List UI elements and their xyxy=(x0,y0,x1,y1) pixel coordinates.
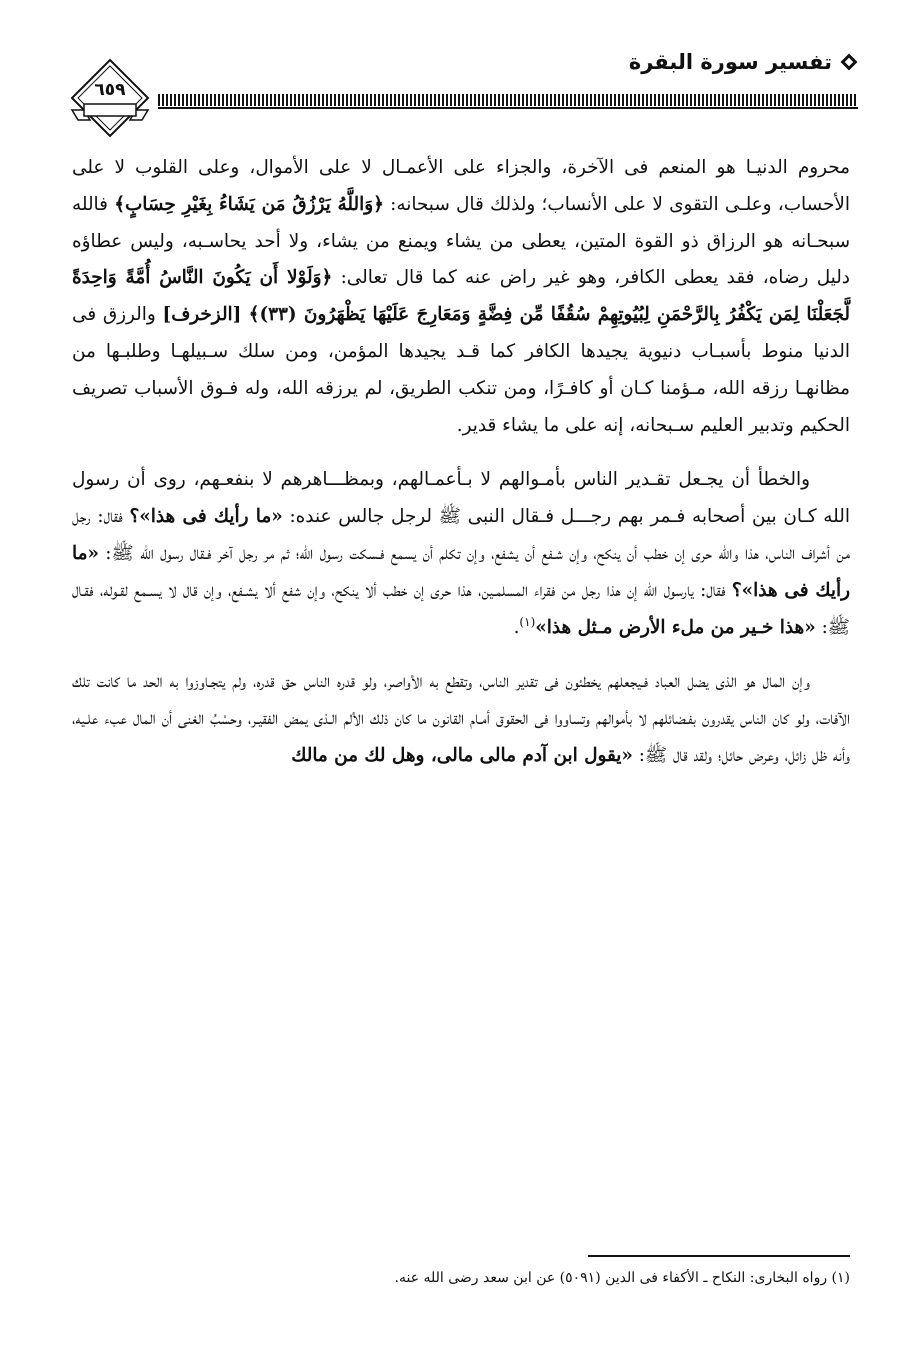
paragraph-2 xyxy=(72,462,850,646)
ornament-icon xyxy=(840,53,858,71)
hadith-quote-1: «ما رأيك فى هذا»؟ xyxy=(129,506,283,528)
page-header xyxy=(68,50,858,140)
chapter-title: تفسير سورة البقرة xyxy=(628,50,832,74)
p2-text-3: فقال: يارسول الله إن هذا رجل من فقراء المسلمـين، هذا حرى إن خطب ألا ينكح، وإن شفع ألا يشـفع، وإن قال لا يسـمع لقـوله، فقـال ﷺ: xyxy=(72,579,850,638)
p2-end: . xyxy=(513,616,520,638)
quran-verse-1: ﴿وَاللَّهُ يَرْزُقُ مَن يَشَاءُ بِغَيْرِ حِسَابٍ﴾ xyxy=(114,193,384,215)
p1-text-2: فالله سبحـانه هو الرزاق ذو القوة المتين، يعطى من يشاء ويمنع من يشاء، ولا أحد يحاسـبه، وليس عطاؤه دليل رضاه، فقد يعطى الكافر، وهو غير راض عنه كما قال تعالى: xyxy=(72,193,850,289)
main-text xyxy=(72,150,850,775)
p1-text-1: محروم الدنيـا هو المنعم فى الآخرة، والجزاء على الأعمـال لا على الأموال، وعلى القلوب لا على الأحساب، وعلـى التقوى لا على الأنساب؛ ولذلك قال سبحانه: xyxy=(72,157,851,215)
paragraph-1 xyxy=(72,150,850,444)
surah-reference: [الزخرف] xyxy=(162,304,249,326)
p1-text-3: والرزق فى الدنيا منوط بأسبـاب دنيوية يجيدها الكافر كما قـد يجيدها المؤمن، ومن سلك سـبيلهـا وطلبـها من مظانهـا رزقه الله، مـؤمنا كـان أو كافـرًا، ومن تنكب الطريق، لم يرزقه الله، وله فـوق الأسباب تصريف الحكيم وتدبير العليم سـبحانه، إنه على ما يشاء قدير. xyxy=(72,304,850,436)
p3-text-1: وإن المال هو الذى يضل العباد فـيجعلهم يخطئون فى تقدير الناس، وتقطع به الأواصر، ولو قدره الناس حق قدره، ولم يتجـاوزوا به الحد ما كانت تلك الآفات، ولو كان الناس يقدرون بفـضائلهم لا بأموالهم وتساووا فى الحقوق أمـام القانون ما كان ذلك الألم الـذى يمض الفقيـر، وحسْبُ الغنى أن المال عبء علـيه، وأنه ظل زائل، وعرض حائل؛ ولقد قال ﷺ: xyxy=(72,671,850,766)
p2-text-1: والخطأ أن يجـعل تقـدير الناس بأمـوالهم لا بـأعمـالهم، وبمظـــاهرهم لا بنفعـهم، روى أن رسول الله كـان بين أصحابه فـمر بهم رجـــل فـقال النبى ﷺ لرجل جالس عنده: xyxy=(72,469,850,528)
hadith-quote-2: «ما رأيك فى هذا»؟ xyxy=(72,542,850,601)
footnote-marker: (١) xyxy=(519,614,536,629)
quran-verse-2: ﴿وَلَوْلا أَن يَكُونَ النَّاسُ أُمَّةً وَاحِدَةً لَّجَعَلْنَا لِمَن يَكْفُرُ بِالرَّحْمَنِ لِبُيُوتِهِمْ سُقُفًا مِّن فِضَّةٍ وَمَعَارِجَ عَلَيْهَا يَظْهَرُونَ (٣٣)﴾ xyxy=(72,267,851,326)
p2-text-2: فقال: رجل من أشراف الناس، هذا والله حرى إن خطب أن ينكح، وإن شـفع أن يشفع، وإن تكلم أن يسمع فـسكت رسول الله؛ ثم مر رجل آخر فـقال رسول الله ﷺ: xyxy=(72,506,850,564)
header-rule xyxy=(158,94,858,106)
hadith-quote-4: «يقول ابن آدم مالى مالى، وهل لك من مالك xyxy=(291,744,633,766)
paragraph-3 xyxy=(72,664,850,774)
footnote: (١) رواه البخارى: النكاح ـ الأكفاء فى الدين (٥٠٩١) عن ابن سعد رضى الله عنه. xyxy=(394,1270,850,1286)
page-number: ٦٥٩ xyxy=(94,80,126,100)
footnote-rule xyxy=(588,1255,850,1257)
running-title xyxy=(629,50,858,74)
page-number-badge-icon xyxy=(68,58,152,142)
hadith-quote-3: «هذا خـير من ملء الأرض مـثل هذا» xyxy=(535,616,816,638)
